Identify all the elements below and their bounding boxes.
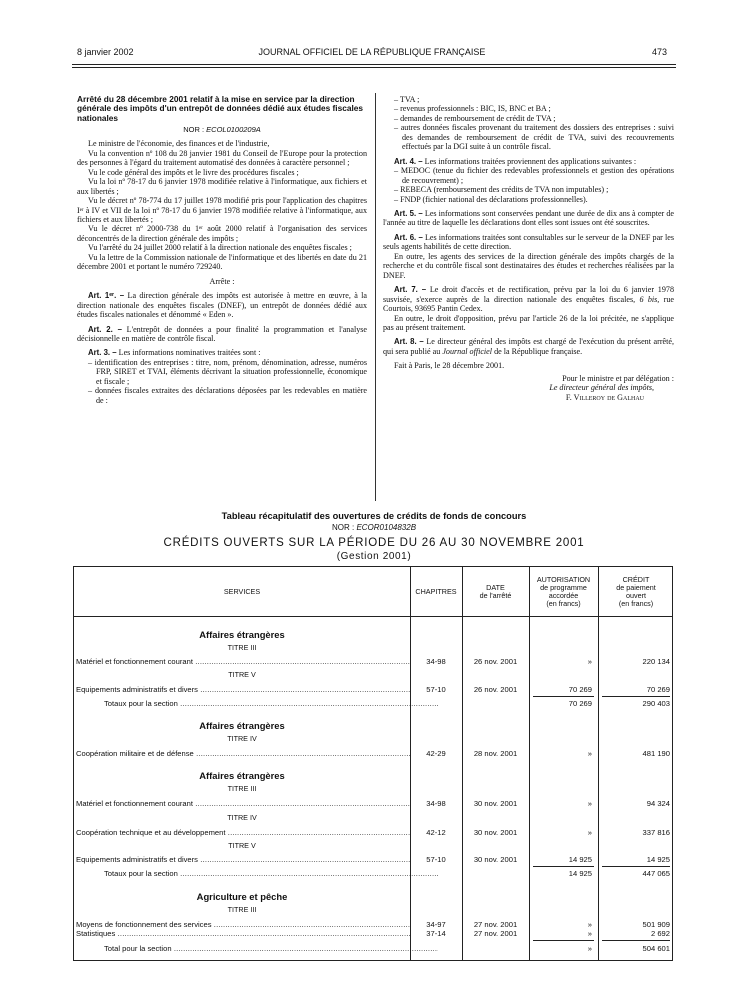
credits-table <box>73 566 673 961</box>
page-header <box>77 47 667 61</box>
titre-label: TITRE IV <box>227 734 257 743</box>
article-2: Art. 2. – L'entrepôt de données a pour finalité la programmation et l'analyse décisionnelle en matière de contrôle fiscal. <box>77 324 367 343</box>
col-header-services: SERVICES <box>223 586 261 596</box>
article-3-item-1: – données fiscales extraites des déclarations déposées par les redevables en matière de : <box>88 386 367 405</box>
header-page-number: 473 <box>651 47 667 57</box>
preamble-6: Vu l'arrêté du 24 juillet 2000 relatif à la direction nationale des enquêtes fiscales ; <box>88 243 352 253</box>
article-5: Art. 5. – Les informations sont conservées pendant une durée de dix ans à compter de l'année au titre de laquelle les déclarations dont elles sont issues ont été souscrites. <box>383 208 674 228</box>
right-column <box>383 95 674 402</box>
article-4: Art. 4. – Les informations traitées proviennent des applications suivantes : <box>394 156 637 166</box>
fait-a-paris: Fait à Paris, le 28 décembre 2001. <box>394 361 505 371</box>
header-rule <box>72 64 676 65</box>
group-heading: Affaires étrangères <box>199 720 285 731</box>
preamble-0: Le ministre de l'économie, des finances et de l'industrie, <box>88 139 270 149</box>
header-date: 8 janvier 2002 <box>77 47 134 57</box>
col-header-credit: CRÉDIT de paiement ouvert (en francs) <box>616 574 656 608</box>
titre-label: TITRE III <box>227 643 257 652</box>
titre-label: TITRE V <box>228 670 256 679</box>
article-3-item-remboursement: – demandes de remboursement de crédit de TVA ; <box>394 113 556 123</box>
article-7: Art. 7. – Le droit d'accès et de rectification, prévu par la loi du 6 janvier 1978 susvisée, s'exerce auprès de la direction nationale des enquêtes fiscales, 6 bis, rue Courtois, 93695 Pantin Cedex. <box>383 285 675 314</box>
arrete-title: Arrêté du 28 décembre 2001 relatif à la mise en service par la direction générale des impôts d'un entrepôt de données dédié aux études fiscales nationales <box>77 94 363 123</box>
article-3-item-autres: – autres données fiscales provenant du traitement des dossiers des entreprises : suivi des demandes de remboursement de crédit de TVA, suivi des recouvrements effectués par la DGI suite à un contrôle fiscal. <box>394 123 674 152</box>
col-header-autorisation: AUTORISATION de programme accordée (en francs) <box>536 574 591 608</box>
header-rule-2 <box>72 67 676 68</box>
table-row: Moyens de fonctionnement des services ..... 34-97 27 nov. 2001 » 501 909 <box>74 920 672 932</box>
titre-label: TITRE III <box>227 784 257 793</box>
table-row: Matériel et fonctionnement courant ..... 34-98 26 nov. 2001 » 220 134 <box>74 657 672 669</box>
column-divider <box>375 93 376 501</box>
signature-line-2: Le directeur général des impôts, <box>549 383 654 393</box>
total-row: Totaux pour la section ..... 70 269 290 403 <box>74 699 672 711</box>
table-row: Coopération technique et au développement ..... 42-12 30 nov. 2001 » 337 816 <box>74 828 672 840</box>
table-subtitle: CRÉDITS OUVERTS SUR LA PÉRIODE DU 26 AU 30 NOVEMBRE 2001 <box>163 537 585 549</box>
article-4-item-rebeca: – REBECA (remboursement des crédits de TVA non imputables) ; <box>394 185 609 195</box>
article-3-item-revenus: – revenus professionnels : BIC, IS, BNC et BA ; <box>394 104 551 114</box>
arrete-nor: NOR : ECOL0100209A <box>183 124 261 134</box>
article-8: Art. 8. – Le directeur général des impôts est chargé de l'exécution du présent arrêté, qui sera publié au Journal officiel de la République française. <box>383 337 674 356</box>
signature-line-3: F. Villeroy de Galhau <box>565 392 644 402</box>
preamble-5: Vu le décret nº 2000-738 du 1ᵉʳ août 2000 relatif à l'organisation des services déconcentrés de la direction générale des impôts ; <box>77 224 367 243</box>
left-column <box>77 95 367 405</box>
col-header-date: DATE de l'arrêté <box>479 582 512 600</box>
header-journal: JOURNAL OFFICIEL DE LA RÉPUBLIQUE FRANÇAISE <box>258 47 486 57</box>
col-header-chapitres: CHAPITRES <box>415 586 457 596</box>
article-7-para-2: En outre, le droit d'opposition, prévu par l'article 26 de la loi précitée, ne s'applique pas au présent traitement. <box>383 313 674 332</box>
preamble-7: Vu la lettre de la Commission nationale de l'informatique et des libertés en date du 21 décembre 2001 et portant le numéro 729240. <box>77 252 367 272</box>
article-1: Art. 1ᵉʳ. – La direction générale des impôts est autorisée à mettre en œuvre, à la direction nationale des enquêtes fiscales (DNEF), un entrepôt de données dédié aux études fiscales nationales et dénommé « Eden ». <box>77 291 367 320</box>
table-row: Equipements administratifs et divers ..... 57-10 30 nov. 2001 14 925 14 925 <box>74 855 672 867</box>
preamble-4: Vu le décret nº 78-774 du 17 juillet 1978 modifié pris pour l'application des chapitres Iᵉʳ à IV et VII de la loi nº 78-17 du 6 janvier 1978 modifiée relative à l'informatique, aux fichiers et aux libertés ; <box>77 196 367 224</box>
preamble-1: Vu la convention nº 108 du 28 janvier 1981 du Conseil de l'Europe pour la protection des personnes à l'égard du traitement automatisé des données à caractère personnel ; <box>77 148 367 168</box>
table-subtitle-gestion: (Gestion 2001) <box>336 551 412 562</box>
article-3: Art. 3. – Les informations nominatives traitées sont : <box>88 348 261 358</box>
article-6: Art. 6. – Les informations traitées sont consultables sur le serveur de la DNEF par les seuls agents habilités de cette direction. <box>383 232 674 252</box>
article-6-para-2: En outre, les agents des services de la direction générale des impôts chargés de la recherche et du contrôle fiscal sont destinataires des études et recherches réalisées par la DNEF. <box>383 251 674 280</box>
arrete-word: Arrête : <box>209 276 235 286</box>
article-3-item-tva: – TVA ; <box>394 95 420 104</box>
total-row: Totaux pour la section ..... 14 925 447 065 <box>74 869 672 881</box>
table-nor: NOR : ECOR0104832B <box>331 523 417 532</box>
group-heading: Affaires étrangères <box>199 629 285 640</box>
titre-label: TITRE IV <box>227 813 257 822</box>
group-heading: Affaires étrangères <box>199 770 285 781</box>
table-row: Matériel et fonctionnement courant ..... 34-98 30 nov. 2001 » 94 324 <box>74 799 672 811</box>
preamble-3: Vu la loi nº 78-17 du 6 janvier 1978 modifiée relative à l'informatique, aux fichiers et aux libertés ; <box>77 177 367 196</box>
article-4-item-medoc: – MEDOC (tenue du fichier des redevables professionnels et gestion des opérations de recouvrement) ; <box>394 166 674 185</box>
titre-label: TITRE V <box>228 841 256 850</box>
table-title: Tableau récapitulatif des ouvertures de crédits de fonds de concours <box>221 511 527 521</box>
titre-label: TITRE III <box>227 905 257 914</box>
article-4-item-fndp: – FNDP (fichier national des déclarations professionnelles). <box>394 194 588 204</box>
signature-line-1: Pour le ministre et par délégation : <box>562 373 674 383</box>
table-row: Statistiques ..... 37-14 27 nov. 2001 » 2 692 <box>74 929 672 941</box>
table-row: Coopération militaire et de défense ..... 42-29 28 nov. 2001 » 481 190 <box>74 749 672 761</box>
preamble-2: Vu le code général des impôts et le livre des procédures fiscales ; <box>88 167 299 177</box>
total-row: Total pour la section ..... » 504 601 <box>74 944 672 956</box>
group-heading: Agriculture et pêche <box>196 891 288 902</box>
table-row: Equipements administratifs et divers ..... 57-10 26 nov. 2001 70 269 70 269 <box>74 685 672 697</box>
article-3-item-0: – identification des entreprises : titre, nom, prénom, dénomination, adresse, numéros FRP, SIRET et TVAI, éléments décrivant la situation professionnelle, économique et fiscale ; <box>88 357 367 386</box>
